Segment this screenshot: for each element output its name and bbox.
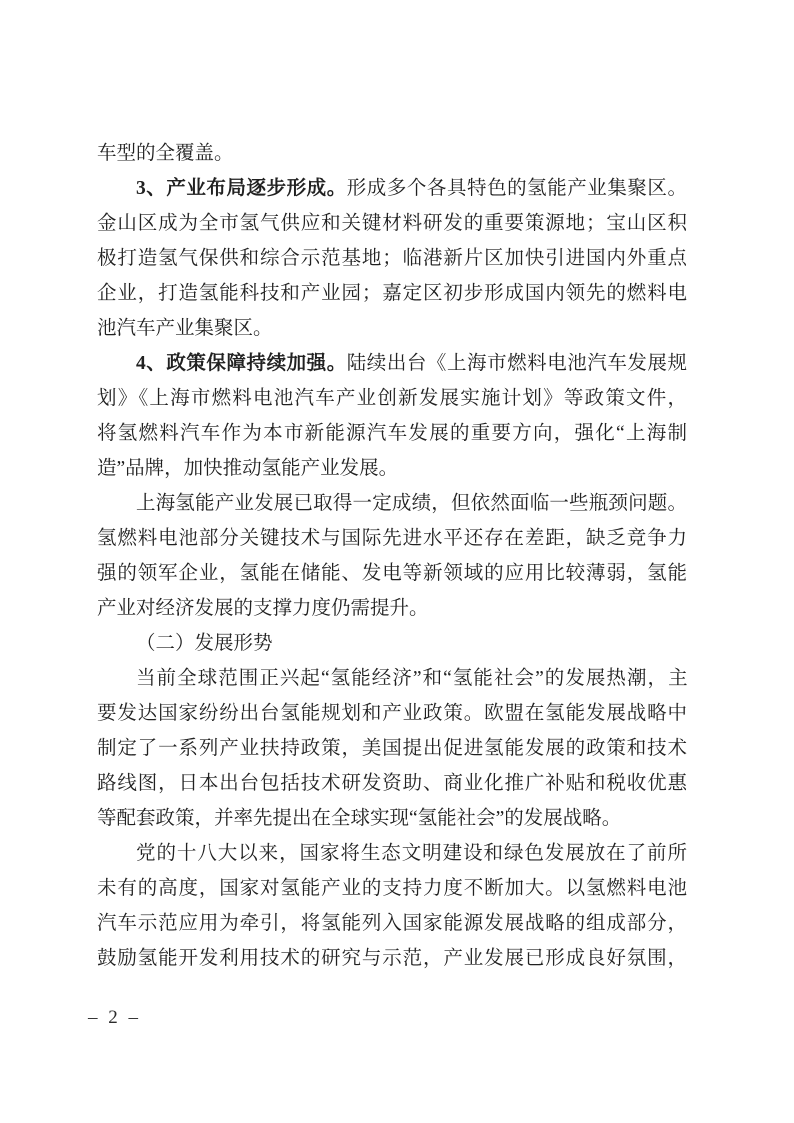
- text-line: [97, 556, 687, 591]
- text-run: 池汽车产业集聚区。: [97, 318, 273, 339]
- text-line: [97, 136, 687, 171]
- text-run: 陆续出台《上海市燃料电池汽车发展规: [346, 353, 687, 374]
- text-run: 汽车示范应用为牵引，将氢能列入国家能源发展战略的组成部分，: [97, 913, 687, 934]
- text-line: [97, 871, 687, 906]
- text-line: [97, 346, 687, 381]
- text-line: [97, 486, 687, 521]
- text-run: 强的领军企业，氢能在储能、发电等新领域的应用比较薄弱，氢能: [97, 563, 687, 584]
- text-line: [97, 416, 687, 451]
- text-run: 划》《上海市燃料电池汽车产业创新发展实施计划》等政策文件，: [97, 388, 687, 409]
- text-run-bold: 4、政策保障持续加强。: [136, 353, 347, 374]
- text-line: [97, 766, 687, 801]
- text-run: 鼓励氢能开发利用技术的研究与示范，产业发展已形成良好氛围，: [97, 948, 687, 969]
- text-run: 上海氢能产业发展已取得一定成绩，但依然面临一些瓶颈问题。: [136, 493, 687, 514]
- text-run: 未有的高度，国家对氢能产业的支持力度不断加大。以氢燃料电池: [97, 878, 687, 899]
- text-run: 企业，打造氢能科技和产业园；嘉定区初步形成国内领先的燃料电: [97, 283, 687, 304]
- text-run: 制定了一系列产业扶持政策，美国提出促进氢能发展的政策和技术: [97, 738, 687, 759]
- text-run: 等配套政策，并率先提出在全球实现“氢能社会”的发展战略。: [97, 808, 622, 829]
- text-line: [97, 906, 687, 941]
- text-run: 极打造氢气保供和综合示范基地；临港新片区加快引进国内外重点: [97, 248, 687, 269]
- text-line: [97, 941, 687, 976]
- page-footer: [88, 1006, 141, 1030]
- text-line: [97, 381, 687, 416]
- text-line: [97, 276, 687, 311]
- text-line: [97, 171, 687, 206]
- text-run-bold: 3、产业布局逐步形成。: [136, 178, 347, 199]
- text-line: [97, 206, 687, 241]
- text-line: [97, 696, 687, 731]
- text-run: 氢燃料电池部分关键技术与国际先进水平还存在差距，缺乏竞争力: [97, 528, 687, 549]
- text-line: [97, 801, 687, 836]
- text-line: [97, 241, 687, 276]
- text-run: 金山区成为全市氢气供应和关键材料研发的重要策源地；宝山区积: [97, 213, 687, 234]
- text-line: [97, 591, 687, 626]
- text-run: 路线图，日本出台包括技术研发资助、商业化推广补贴和税收优惠: [97, 773, 687, 794]
- text-run: （二）发展形势: [136, 633, 273, 654]
- text-run: 要发达国家纷纷出台氢能规划和产业政策。欧盟在氢能发展战略中: [97, 703, 687, 724]
- text-line: [97, 311, 687, 346]
- text-run: 当前全球范围正兴起“氢能经济”和“氢能社会”的发展热潮，主: [136, 668, 687, 689]
- text-line: [97, 451, 687, 486]
- page-number: – 2 –: [88, 1007, 141, 1028]
- text-line: [97, 731, 687, 766]
- text-line: [97, 521, 687, 556]
- text-run: 产业对经济发展的支撑力度仍需提升。: [97, 598, 429, 619]
- text-run: 将氢燃料汽车作为本市新能源汽车发展的重要方向，强化“上海制: [97, 423, 687, 444]
- text-run: 形成多个各具特色的氢能产业集聚区。: [346, 178, 687, 199]
- text-run: 造”品牌，加快推动氢能产业发展。: [97, 458, 399, 479]
- document-body: [97, 136, 687, 976]
- text-run: 党的十八大以来，国家将生态文明建设和绿色发展放在了前所: [136, 843, 687, 864]
- text-line: [97, 626, 687, 661]
- text-run: 车型的全覆盖。: [97, 143, 234, 164]
- text-line: [97, 661, 687, 696]
- text-line: [97, 836, 687, 871]
